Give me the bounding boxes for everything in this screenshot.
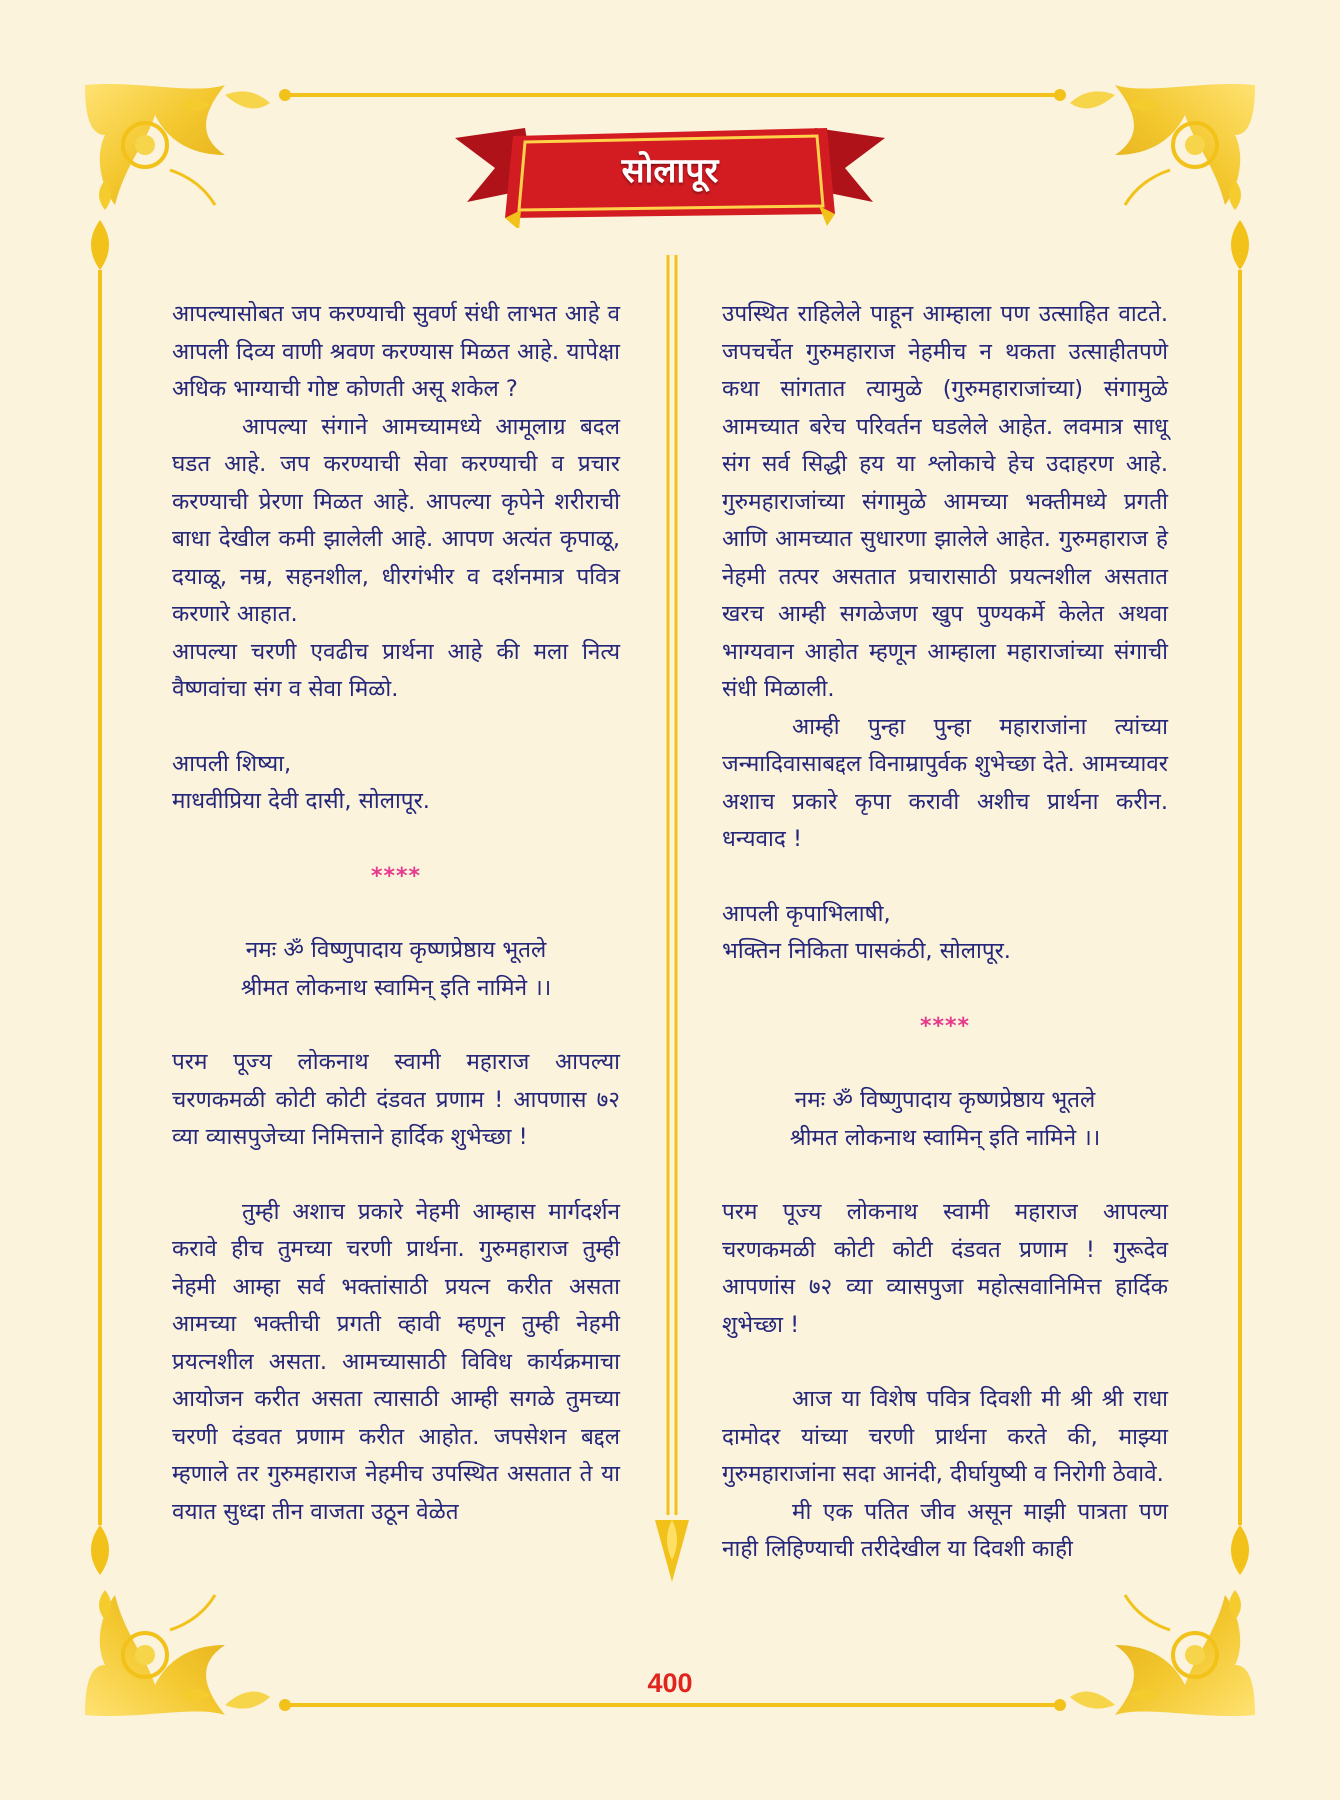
- mantra-line: श्रीमत लोकनाथ स्वामिन् इति नामिने ।।: [240, 974, 552, 1001]
- page-title: सोलापूर: [621, 151, 719, 191]
- paragraph: आपल्यासोबत जप करण्याची सुवर्ण संधी लाभत आहे व आपली दिव्य वाणी श्रवण करण्यास मिळत आहे. यापेक्षा अधिक भाग्याची गोष्ट कोणती असू शकेल ?: [172, 301, 620, 402]
- paragraph: आपल्या चरणी एवढीच प्रार्थना आहे की मला नित्य वैष्णवांचा संग व सेवा मिळो.: [172, 638, 620, 702]
- mantra-line: नमः ॐ विष्णुपादाय कृष्णप्रेष्ठाय भूतले: [794, 1087, 1096, 1113]
- mantra-line: नमः ॐ विष्णुपादाय कृष्णप्रेष्ठाय भूतले: [245, 937, 547, 963]
- separator-stars: ****: [370, 863, 422, 889]
- signature-name: भक्तिन निकिता पासकंठी, सोलापूर.: [722, 938, 1011, 964]
- left-column: [172, 296, 620, 1531]
- signature-name: माधवीप्रिया देवी दासी, सोलापूर.: [172, 788, 430, 814]
- paragraph: आम्ही पुन्हा पुन्हा महाराजांना त्यांच्या जन्मादिवासाबद्दल विनाम्रापुर्वक शुभेच्छा देते. आमच्यावर अशाच प्रकारे कृपा करावी अशीच प्रार्थना करीन. धन्यवाद !: [722, 713, 1168, 852]
- paragraph: मी एक पतित जीव असून माझी पात्रता पण नाही लिहिण्याची तरीदेखील या दिवशी काही: [722, 1498, 1168, 1562]
- greeting: परम पूज्य लोकनाथ स्वामी महाराज आपल्या चरणकमळी कोटी कोटी दंडवत प्रणाम ! आपणास ७२ व्या व्यासपुजेच्या निमित्ताने हार्दिक शुभेच्छा !: [172, 1049, 620, 1150]
- signature-label: आपली कृपाभिलाषी,: [722, 900, 891, 927]
- right-column: [722, 296, 1168, 1569]
- greeting: परम पूज्य लोकनाथ स्वामी महाराज आपल्या चरणकमळी कोटी कोटी दंडवत प्रणाम ! गुरूदेव आपणांस ७२ व्या व्यासपुजा महोत्सवानिमित्त हार्दिक शुभेच्छा !: [722, 1199, 1168, 1338]
- title-banner: [455, 118, 885, 228]
- paragraph: तुम्ही अशाच प्रकारे नेहमी आम्हास मार्गदर्शन करावे हीच तुमच्या चरणी प्रार्थना. गुरुमहाराज तुम्ही नेहमी आम्हा सर्व भक्तांसाठी प्रयत्न करीत असता आमच्या भक्तीची प्रगती व्हावी म्हणून तुम्ही नेहमी प्रयत्नशील असता. आमच्यासाठी विविध कार्यक्रमाचा आयोजन करीत असता त्यासाठी आम्ही सगळे तुमच्या चरणी दंडवत प्रणाम करीत आहोत. जपसेशन बद्दल म्हणाले तर गुरुमहाराज नेहमीच उपस्थित असतात ते या वयात सुध्दा तीन वाजता उठून वेळेत: [172, 1198, 620, 1525]
- page-number: 400: [647, 1668, 693, 1698]
- paragraph: आज या विशेष पवित्र दिवशी मी श्री श्री राधा दामोदर यांच्या चरणी प्रार्थना करते की, माझ्या गुरुमहाराजांना सदा आनंदी, दीर्घायुष्यी व निरोगी ठेवावे.: [722, 1386, 1168, 1487]
- separator-stars: ****: [919, 1013, 971, 1039]
- signature-label: आपली शिष्या,: [172, 750, 292, 777]
- paragraph: उपस्थित राहिलेले पाहून आम्हाला पण उत्साहित वाटते. जपचर्चेत गुरुमहाराज नेहमीच न थकता उत्साहीतपणे कथा सांगतात त्यामुळे (गुरुमहाराजांच्या) संगामुळे आमच्यात बरेच परिवर्तन घडलेले आहेत. लवमात्र साधू संग सर्व सिद्धी हय या श्लोकाचे हेच उदाहरण आहे. गुरुमहाराजांच्या संगामुळे आमच्या भक्तीमध्ये प्रगती आणि आमच्यात सुधारणा झालेले आहेत. गुरुमहाराज हे नेहमी तत्पर असतात प्रचारासाठी प्रयत्नशील असतात खरच आम्ही सगळेजण खुप पुण्यकर्मे केलेत अथवा भाग्यवान आहोत म्हणून आम्हाला महाराजांच्या संगाची संधी मिळाली.: [722, 301, 1168, 702]
- paragraph: आपल्या संगाने आमच्यामध्ये आमूलाग्र बदल घडत आहे. जप करण्याची सेवा करण्याची व प्रचार करण्याची प्रेरणा मिळत आहे. आपल्या कृपेने शरीराची बाधा देखील कमी झालेली आहे. आपण अत्यंत कृपाळू, दयाळू, नम्र, सहनशील, धीरगंभीर व दर्शनमात्र पवित्र करणारे आहात.: [172, 413, 620, 627]
- mantra-line: श्रीमत लोकनाथ स्वामिन् इति नामिने ।।: [789, 1124, 1101, 1151]
